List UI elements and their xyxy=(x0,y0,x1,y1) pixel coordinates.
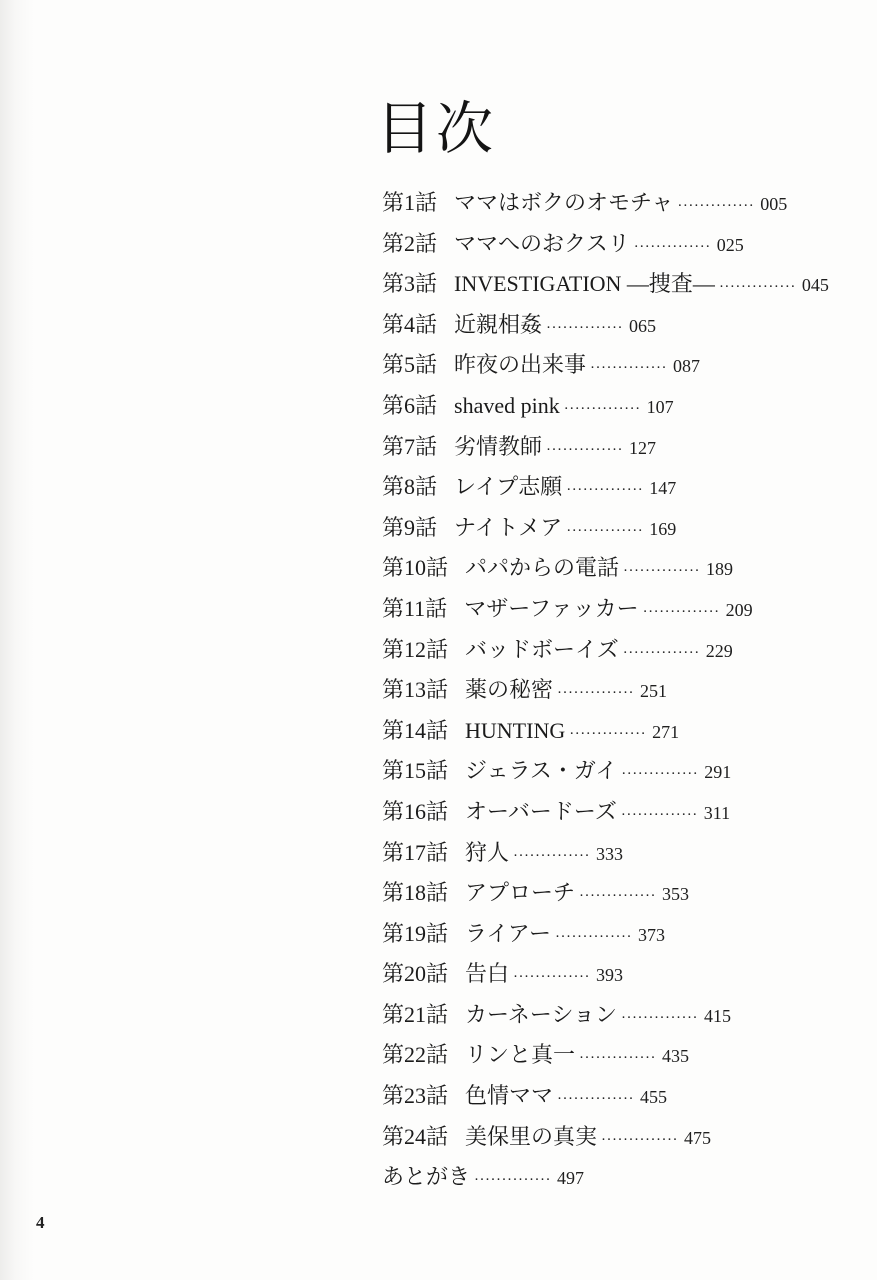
chapter-label: 第9話 xyxy=(382,514,438,540)
chapter-label: 第16話 xyxy=(382,798,449,824)
page-number: 251 xyxy=(639,681,667,702)
chapter-title: あとがき xyxy=(382,1164,471,1190)
page-number: 373 xyxy=(637,924,665,945)
chapter-title: 近親相姦 xyxy=(454,311,543,337)
folio-page-number: 4 xyxy=(36,1213,45,1232)
dot-leader: ·············· xyxy=(546,441,623,458)
page-number: 435 xyxy=(661,1046,689,1067)
chapter-title: マザーファッカー xyxy=(464,595,639,621)
page-number: 045 xyxy=(801,275,829,296)
dot-leader: ·············· xyxy=(513,969,590,986)
chapter-label: 第10話 xyxy=(382,555,449,581)
page-number: 107 xyxy=(646,396,674,417)
chapter-label: 第1話 xyxy=(382,190,438,215)
page-number: 415 xyxy=(703,1005,731,1026)
chapter-label: 第24話 xyxy=(382,1123,449,1149)
toc-entry xyxy=(382,630,852,671)
dot-leader: ·············· xyxy=(623,563,700,580)
chapter-title: レイプ志願 xyxy=(454,474,563,500)
chapter-label: 第21話 xyxy=(382,1001,449,1027)
toc-entry xyxy=(382,670,852,711)
page-number: 393 xyxy=(595,965,623,986)
chapter-label: 第17話 xyxy=(382,839,449,865)
dot-leader: ·············· xyxy=(642,603,720,620)
chapter-title: ママはボクのオモチャ xyxy=(454,190,674,215)
chapter-title: ライアー xyxy=(465,920,552,946)
page-number: 291 xyxy=(704,762,732,783)
dot-leader: ·············· xyxy=(557,685,634,702)
dot-leader: ·············· xyxy=(513,847,590,864)
dot-leader: ·············· xyxy=(718,279,796,296)
toc-entry xyxy=(382,224,852,265)
chapter-title: 色情ママ xyxy=(465,1083,554,1109)
toc-entry xyxy=(382,345,852,386)
chapter-label: 第13話 xyxy=(382,677,449,703)
toc-entry xyxy=(382,711,852,752)
page-title: 目次 xyxy=(376,98,496,161)
chapter-title: リンと真一 xyxy=(465,1042,576,1068)
toc-entry xyxy=(382,1076,852,1117)
page-number: 065 xyxy=(628,315,656,336)
toc-entry xyxy=(382,1117,852,1158)
chapter-title: shaved pink xyxy=(454,392,560,418)
chapter-label: 第7話 xyxy=(382,433,438,459)
page-number: 353 xyxy=(661,884,689,905)
dot-leader: ·············· xyxy=(569,725,647,742)
chapter-title: INVESTIGATION ―捜査― xyxy=(454,271,715,297)
toc-entry xyxy=(382,548,852,589)
chapter-label: 第14話 xyxy=(382,717,449,743)
chapter-label: 第8話 xyxy=(382,474,438,500)
dot-leader: ·············· xyxy=(557,1091,634,1108)
chapter-title: ママへのおクスリ xyxy=(454,230,630,256)
dot-leader: ·············· xyxy=(621,1009,698,1026)
toc-entry xyxy=(382,589,852,630)
chapter-label: 第4話 xyxy=(382,311,438,337)
chapter-title: HUNTING xyxy=(465,717,566,743)
dot-leader: ·············· xyxy=(579,888,656,905)
toc-entry xyxy=(382,954,852,995)
toc-entry xyxy=(382,792,852,833)
chapter-label: 第23話 xyxy=(382,1083,449,1109)
dot-leader: ·············· xyxy=(566,482,644,499)
page-number: 147 xyxy=(649,478,677,499)
page-number: 455 xyxy=(639,1087,667,1108)
dot-leader: ·············· xyxy=(546,319,623,336)
toc-entry xyxy=(382,914,852,955)
dot-leader: ·············· xyxy=(621,766,699,783)
page-number: 087 xyxy=(672,356,700,377)
dot-leader: ·············· xyxy=(555,928,632,945)
chapter-title: ジェラス・ガイ xyxy=(465,758,618,784)
dot-leader: ·············· xyxy=(474,1172,551,1189)
toc-entry xyxy=(382,386,852,427)
chapter-label: 第2話 xyxy=(382,230,438,256)
toc-entry xyxy=(382,305,852,346)
dot-leader: ·············· xyxy=(633,238,711,255)
chapter-title: 薬の秘密 xyxy=(465,677,554,703)
toc-entry xyxy=(382,833,852,874)
page-number: 311 xyxy=(703,802,731,823)
page-number: 169 xyxy=(649,518,677,539)
dot-leader: ·············· xyxy=(622,644,700,661)
toc-entry xyxy=(382,467,852,508)
chapter-label: 第22話 xyxy=(382,1042,449,1068)
chapter-title: ナイトメア xyxy=(454,514,563,540)
chapter-label: 第15話 xyxy=(382,758,449,784)
toc-entry xyxy=(382,751,852,792)
page-number: 005 xyxy=(760,194,788,214)
toc-list xyxy=(382,183,852,1198)
chapter-label: 第12話 xyxy=(382,636,449,662)
toc-entry xyxy=(382,427,852,468)
page-number: 475 xyxy=(683,1127,711,1148)
chapter-title: パパからの電話 xyxy=(465,555,620,581)
chapter-title: アプローチ xyxy=(465,880,576,906)
page-number: 229 xyxy=(705,640,733,661)
page-number: 189 xyxy=(705,559,733,580)
page-number: 497 xyxy=(556,1168,584,1189)
page-number: 209 xyxy=(725,599,753,620)
toc-entry xyxy=(382,1035,852,1076)
chapter-label: 第6話 xyxy=(382,392,438,418)
chapter-title: 美保里の真実 xyxy=(465,1123,598,1149)
page-number: 025 xyxy=(716,234,744,255)
chapter-label: 第11話 xyxy=(382,595,448,621)
chapter-title: 劣情教師 xyxy=(454,433,543,459)
dot-leader: ·············· xyxy=(566,522,644,539)
toc-entry xyxy=(382,995,852,1036)
toc-entry xyxy=(382,1157,852,1198)
toc-entry xyxy=(382,508,852,549)
dot-leader: ·············· xyxy=(590,360,667,377)
dot-leader: ·············· xyxy=(620,806,698,823)
page-number: 333 xyxy=(595,843,623,864)
chapter-label: 第5話 xyxy=(382,352,438,378)
chapter-title: 告白 xyxy=(465,961,510,987)
chapter-title: カーネーション xyxy=(465,1001,618,1027)
chapter-label: 第18話 xyxy=(382,880,449,906)
toc-entry xyxy=(382,183,852,224)
dot-leader: ·············· xyxy=(579,1050,656,1067)
chapter-label: 第20話 xyxy=(382,961,449,987)
dot-leader: ·············· xyxy=(677,198,755,214)
toc-entry xyxy=(382,873,852,914)
dot-leader: ·············· xyxy=(601,1131,678,1148)
dot-leader: ·············· xyxy=(563,400,641,417)
chapter-title: オーバードーズ xyxy=(465,798,617,824)
chapter-title: 狩人 xyxy=(465,839,510,865)
page-number: 271 xyxy=(652,721,680,742)
chapter-title: バッドボーイズ xyxy=(465,636,619,662)
toc-entry xyxy=(382,264,852,305)
chapter-title: 昨夜の出来事 xyxy=(454,352,587,378)
chapter-label: 第19話 xyxy=(382,920,449,946)
chapter-label: 第3話 xyxy=(382,271,438,297)
page-number: 127 xyxy=(628,437,656,458)
